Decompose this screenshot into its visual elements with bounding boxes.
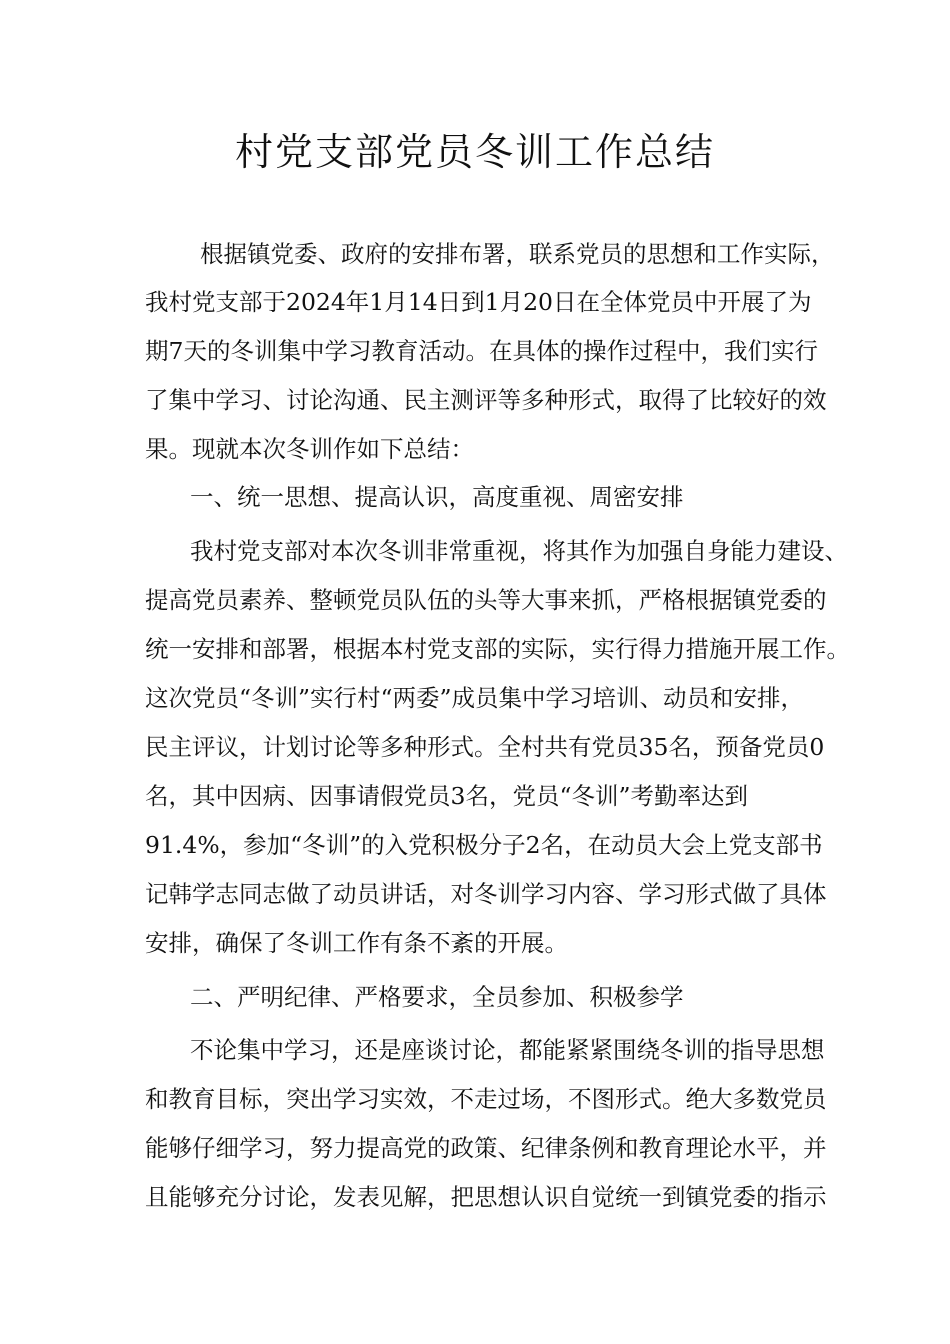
paragraph-line: 果。现就本次冬训作如下总结： bbox=[145, 435, 474, 463]
paragraph-line: 和教育目标，突出学习实效，不走过场，不图形式。绝大多数党员 bbox=[145, 1085, 827, 1113]
document-title: 村党支部党员冬训工作总结 bbox=[234, 130, 715, 174]
paragraph-line: 期7天的冬训集中学习教育活动。在具体的操作过程中，我们实行 bbox=[145, 337, 818, 365]
paragraph-line: 名，其中因病、因事请假党员3名，党员“冬训”考勤率达到 bbox=[145, 782, 748, 810]
paragraph-line: 这次党员“冬训”实行村“两委”成员集中学习培训、动员和安排， bbox=[145, 684, 805, 712]
paragraph-line: 记韩学志同志做了动员讲话，对冬训学习内容、学习形式做了具体 bbox=[145, 880, 827, 908]
paragraph-line: 且能够充分讨论，发表见解，把思想认识自觉统一到镇党委的指示 bbox=[145, 1183, 827, 1211]
paragraph-line: 统一安排和部署，根据本村党支部的实际，实行得力措施开展工作。 bbox=[145, 635, 850, 663]
section-heading: 二、严明纪律、严格要求，全员参加、积极参学 bbox=[190, 983, 684, 1011]
paragraph-line: 民主评议，计划讨论等多种形式。全村共有党员35名，预备党员0 bbox=[145, 733, 825, 761]
paragraph-line: 能够仔细学习，努力提高党的政策、纪律条例和教育理论水平，并 bbox=[145, 1134, 827, 1162]
paragraph-line: 91.4%，参加“冬训”的入党积极分子2名，在动员大会上党支部书 bbox=[145, 831, 823, 859]
paragraph-line: 安排，确保了冬训工作有条不紊的开展。 bbox=[145, 929, 568, 957]
paragraph-line: 我村党支部对本次冬训非常重视，将其作为加强自身能力建设、 bbox=[190, 537, 848, 565]
paragraph-line: 不论集中学习，还是座谈讨论，都能紧紧围绕冬训的指导思想 bbox=[190, 1036, 825, 1064]
section-heading: 一、统一思想、提高认识，高度重视、周密安排 bbox=[190, 483, 684, 511]
paragraph-line: 提高党员素养、整顿党员队伍的头等大事来抓，严格根据镇党委的 bbox=[145, 586, 827, 614]
paragraph-line: 了集中学习、讨论沟通、民主测评等多种形式，取得了比较好的效 bbox=[145, 386, 827, 414]
paragraph-line: 我村党支部于2024年1月14日到1月20日在全体党员中开展了为 bbox=[145, 288, 812, 316]
paragraph-line: 根据镇党委、政府的安排布署，联系党员的思想和工作实际， bbox=[200, 240, 835, 268]
